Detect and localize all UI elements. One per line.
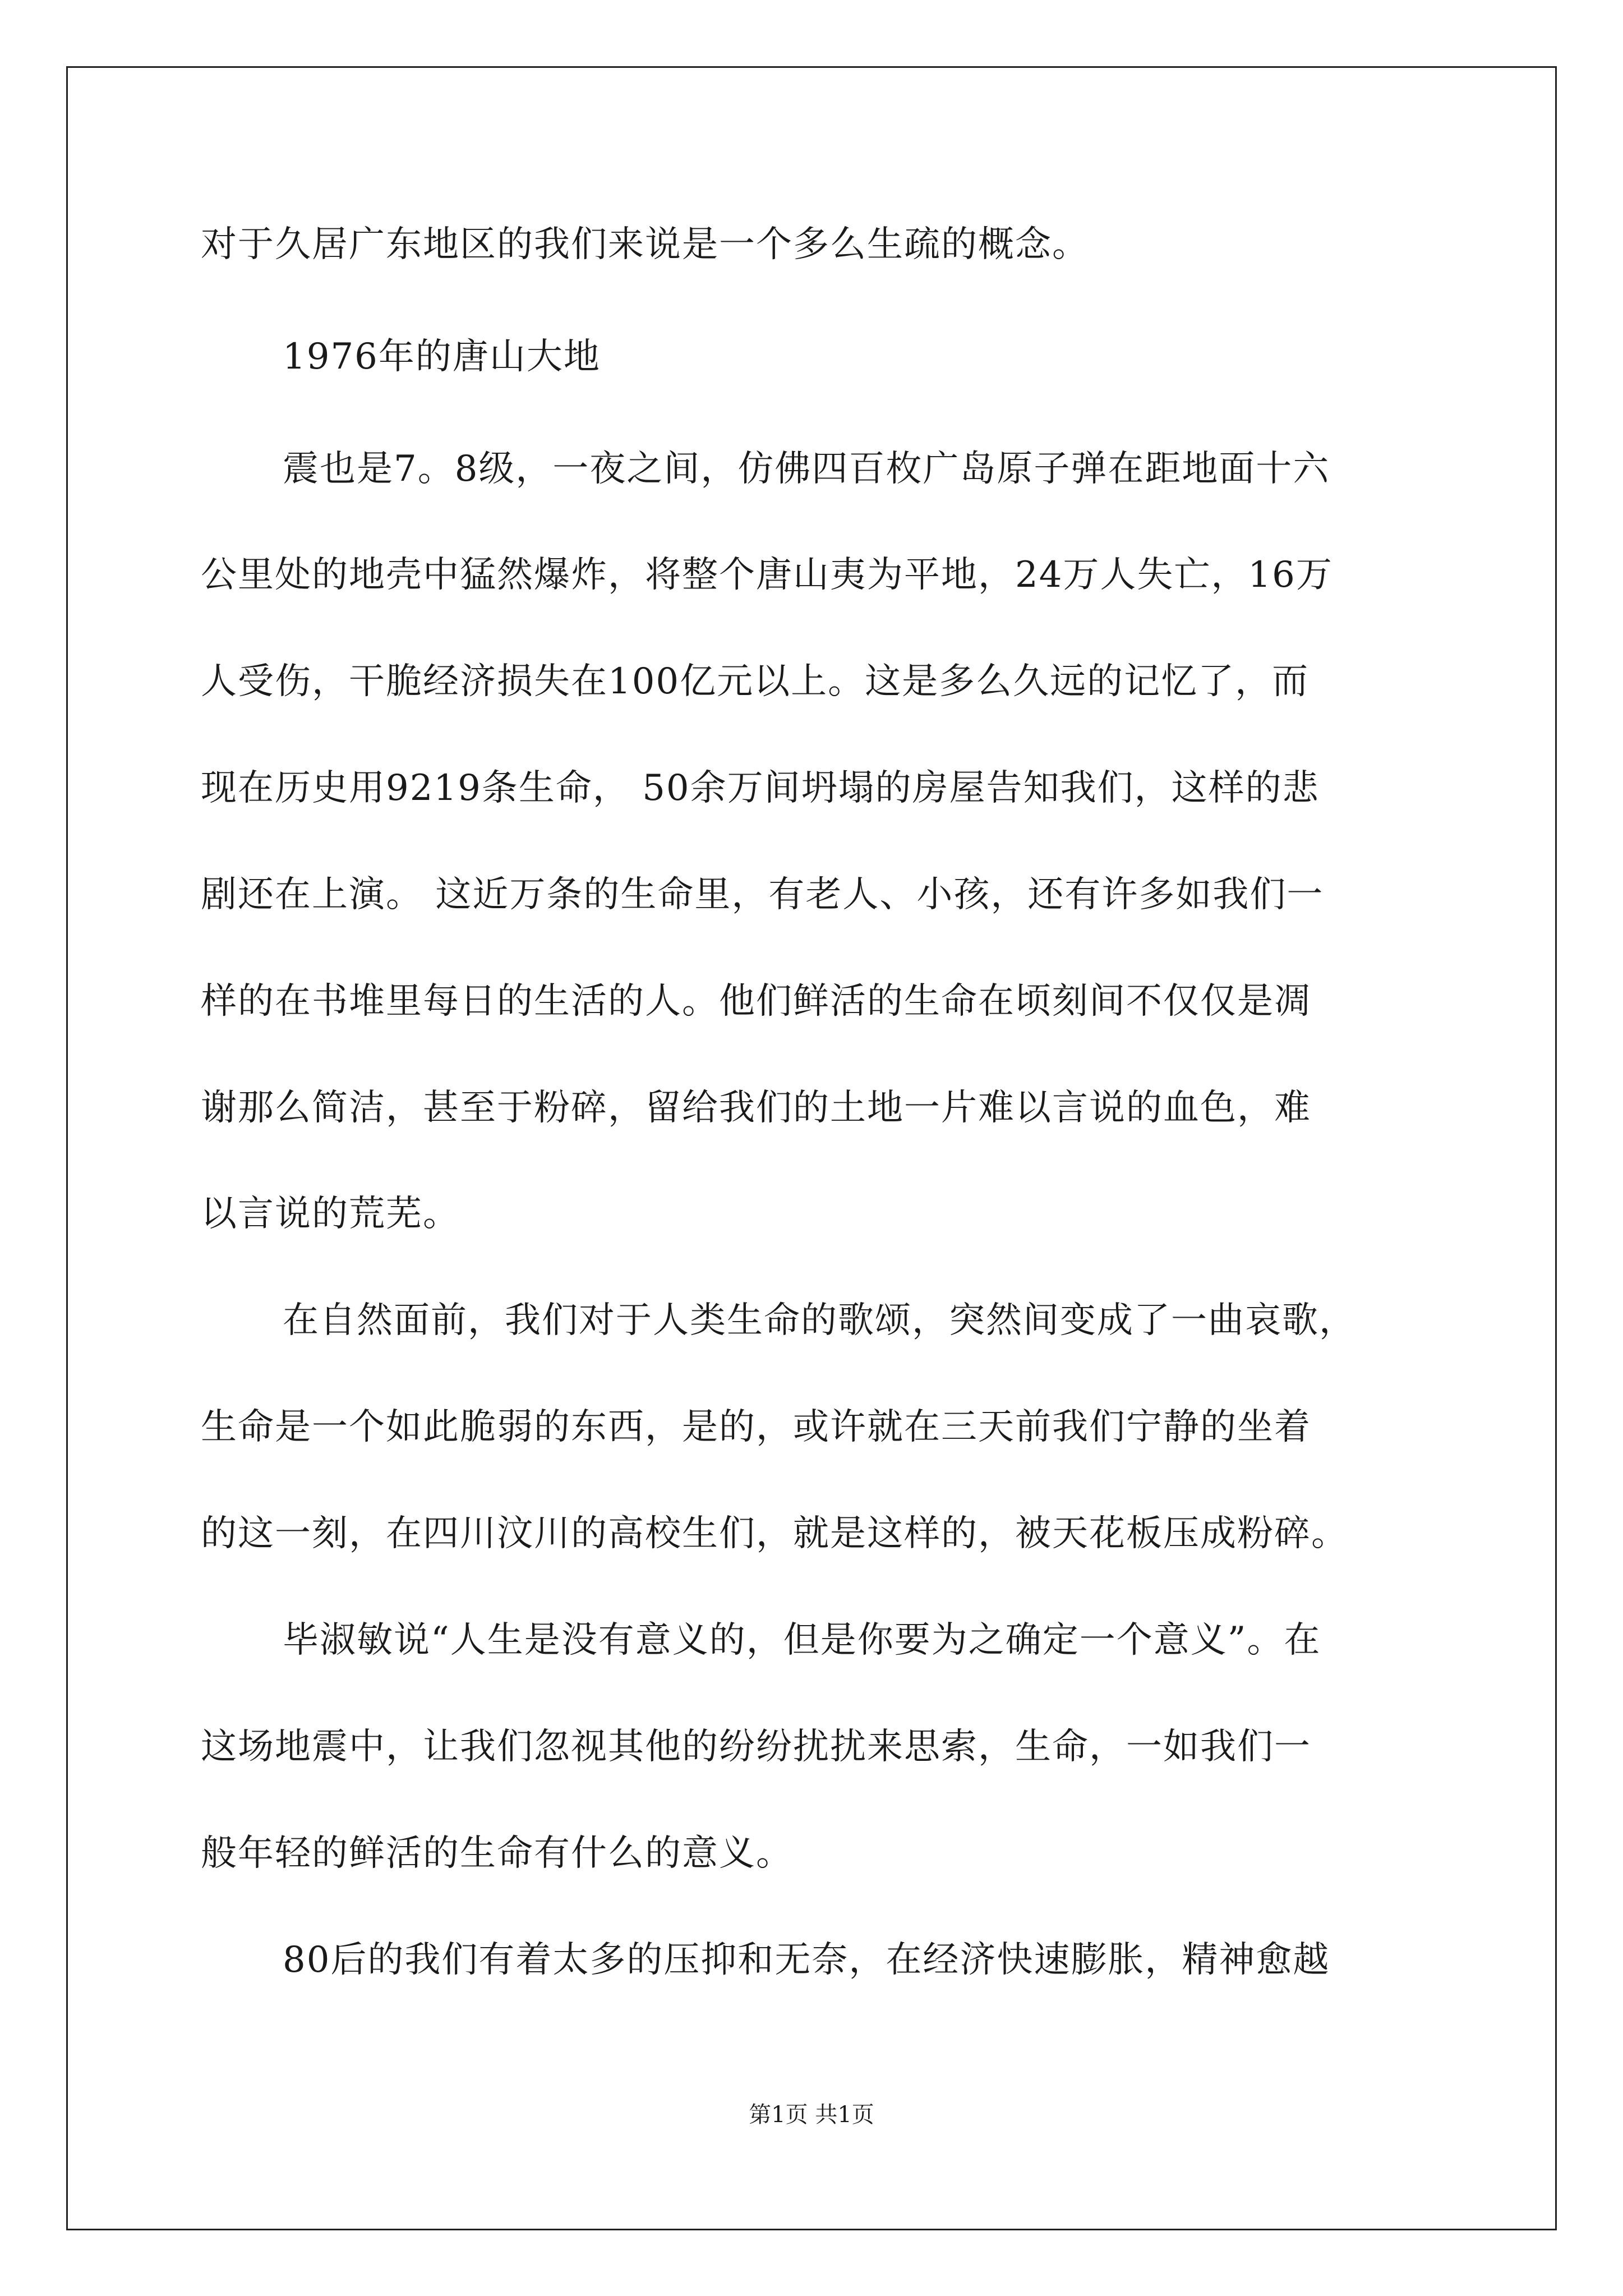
- text-line: 1976年的唐山大地: [283, 336, 601, 378]
- text-line: 震也是7。8级，一夜之间，仿佛四百枚广岛原子弹在距地面十六: [283, 448, 1330, 490]
- text-line: 以言说的荒芜。: [201, 1193, 460, 1235]
- text-line: 在自然面前，我们对于人类生命的歌颂，突然间变成了一曲哀歌，: [283, 1300, 1356, 1341]
- page-border: [66, 66, 1557, 2230]
- text-line: 样的在书堆里每日的生活的人。他们鲜活的生命在顷刻间不仅仅是凋: [201, 981, 1311, 1022]
- text-line: 对于久居广东地区的我们来说是一个多么生疏的概念。: [201, 224, 1089, 265]
- page-footer: 第1页 共1页: [749, 2102, 874, 2128]
- text-line: 般年轻的鲜活的生命有什么的意义。: [201, 1833, 793, 1874]
- text-line: 的这一刻，在四川汶川的高校生们，就是这样的，被天花板压成粉碎。: [201, 1513, 1348, 1554]
- text-line: 剧还在上演。 这近万条的生命里，有老人、小孩，还有许多如我们一: [201, 874, 1324, 915]
- text-line: 生命是一个如此脆弱的东西，是的，或许就在三天前我们宁静的坐着: [201, 1406, 1311, 1448]
- text-line: 80后的我们有着太多的压抑和无奈，在经济快速膨胀，精神愈越: [283, 1939, 1330, 1981]
- text-line: 人受伤，干脆经济损失在100亿元以上。这是多么久远的记忆了，而: [201, 661, 1310, 702]
- text-line: 这场地震中，让我们忽视其他的纷纷扰扰来思索，生命，一如我们一: [201, 1726, 1311, 1768]
- text-line: 公里处的地壳中猛然爆炸，将整个唐山夷为平地，24万人失亡，16万: [201, 554, 1333, 596]
- text-line: 毕淑敏说“人生是没有意义的，但是你要为之确定一个意义”。在: [283, 1619, 1321, 1661]
- text-line: 现在历史用9219条生命， 50余万间坍塌的房屋告知我们，这样的悲: [201, 767, 1320, 809]
- text-line: 谢那么简洁，甚至于粉碎，留给我们的土地一片难以言说的血色，难: [201, 1087, 1311, 1129]
